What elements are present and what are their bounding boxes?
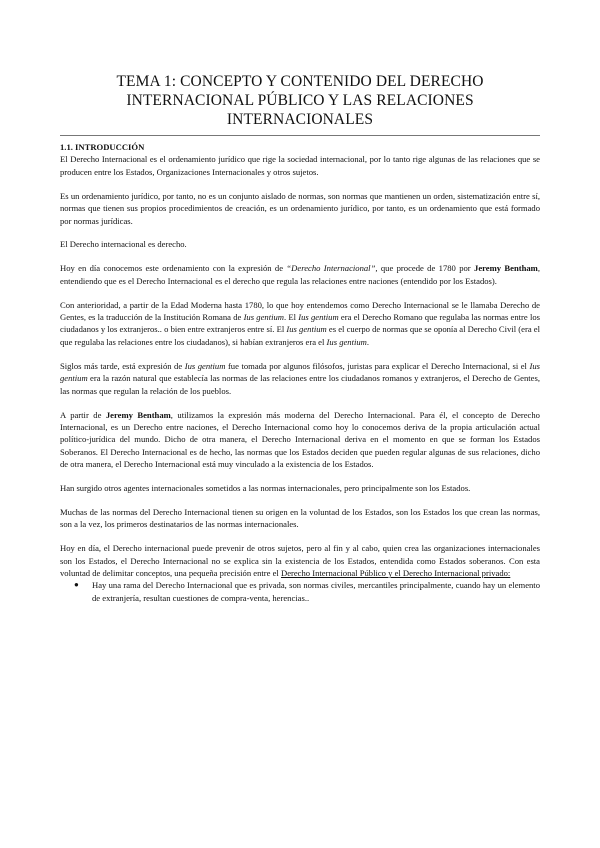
p4-text-c: , entendiendo que es el Derecho Internacional es el derecho que regula las relaciones entre naciones (entendido por los Estados). xyxy=(60,263,540,286)
p4-quote: “Derecho Internacional” xyxy=(286,263,376,274)
paragraph-1: El Derecho Internacional es el ordenamiento jurídico que rige la sociedad internacional, por lo tanto rige algunas de las relaciones que se producen entre los Estados, Organizaciones Internacionales y otros sujetos. xyxy=(60,154,540,177)
document-title xyxy=(60,72,540,129)
paragraph-5 xyxy=(60,299,540,349)
p10-underline-private: y el Derecho Internacional privado: xyxy=(388,568,511,579)
p5-ius-1: Ius gentium xyxy=(243,312,284,323)
p6-text-b: fue tomada por algunos filósofos, juristas para explicar el Derecho Internacional, si el xyxy=(225,360,530,371)
paragraph-6 xyxy=(60,360,540,397)
bullet-text: Hay una rama del Derecho Internacional que es privada, son normas civiles, mercantiles principalmente, cuando hay un elemento de extranjería, resultan cuestiones de compra-venta, herencias.. xyxy=(92,580,540,603)
bullet-icon: ● xyxy=(74,580,79,590)
section-heading: 1.1. INTRODUCCIÓN xyxy=(60,142,145,152)
paragraph-7 xyxy=(60,409,540,471)
paragraph-2: Es un ordenamiento jurídico, por tanto, no es un conjunto aislado de normas, son normas que mantienen un orden, sistematización entre sí, normas que tienen sus propios procedimientos de creación, es un ordenamiento jurídico, por tanto, es un ordenamiento que está formado por normas jurídicas. xyxy=(60,190,540,226)
p5-ius-4: Ius gentium xyxy=(326,336,367,347)
paragraph-4 xyxy=(60,262,540,287)
p5-text-d: es el cuerpo de normas que se oponía al Derecho Civil (era el que regulaba las relaciones entre los ciudadanos), si habían extranjeros era el xyxy=(60,324,540,347)
title-line-1: TEMA 1: CONCEPTO Y CONTENIDO DEL DERECHO xyxy=(116,73,484,90)
p5-ius-2: Ius gentium xyxy=(298,312,339,323)
p7-author-name: Jeremy Bentham xyxy=(105,409,171,420)
title-divider xyxy=(60,135,540,136)
p7-text-b: , utilizamos la expresión más moderna del Derecho Internacional. Para él, el concepto de Derecho Internacional, es un Derecho entre naciones, el Derecho Internacional como hoy lo conocemos deriva de la propia articulación actual político-jurídica del mundo. Dicho de otra manera, el Derecho Internacional deriva en el momento en que se forman los Estados Soberanos. El Derecho Internacional es de hecho, las normas que los Estados deciden que pueden regular algunas de sus relaciones, dicho de otra manera, el Derecho Internacional está muy vinculado a la existencia de los Estados. xyxy=(60,409,540,470)
title-line-2: INTERNACIONAL PÚBLICO Y LAS RELACIONES xyxy=(126,92,474,109)
p5-text-a: Con anterioridad, a partir de la Edad Moderna hasta 1780, lo que hoy entendemos como Derecho Internacional se le llamaba Derecho de Gentes, es la traducción de la Institución Romana de xyxy=(60,299,540,323)
p6-text-a: Siglos más tarde, está expresión de xyxy=(60,360,185,371)
p4-text-a: Hoy en día conocemos este ordenamiento con la expresión de xyxy=(60,263,287,274)
p10-underline-public: Derecho Internacional Público xyxy=(280,568,386,579)
paragraph-9: Muchas de las normas del Derecho Internacional tienen su origen en la voluntad de los Estados, son los Estados los que crean las normas, son a la vez, los primeros destinatarios de las normas internacionales. xyxy=(60,506,540,530)
p5-text-b: . El xyxy=(284,312,299,323)
p6-text-c: era la razón natural que establecía las normas de las relaciones entre los ciudadanos romanos y extranjeros, el Derecho de Gentes, las normas que regulan la relación de los pueblos. xyxy=(60,373,540,396)
list-item xyxy=(60,579,540,604)
p6-ius-1: Ius gentium xyxy=(184,360,226,371)
paragraph-10 xyxy=(60,542,540,579)
p10-text-a: Hoy en día, el Derecho internacional puede prevenir de otros sujetos, pero al fin y al cabo, quien crea las organizaciones internacionales son los Estados, el Derecho Internacional no se explica sin la existencia de los Estados, entendida como Estados soberanos. Con esta voluntad de delimitar conceptos, una pequeña precisión entre el xyxy=(60,543,540,579)
p4-text-b: , que procede de 1780 por xyxy=(375,263,475,274)
p4-author-name: Jeremy Bentham xyxy=(474,263,538,274)
p5-ius-3: Ius gentium xyxy=(286,324,327,335)
document-body xyxy=(60,141,540,604)
bullet-list xyxy=(60,579,540,604)
paragraph-3: El Derecho internacional es derecho. xyxy=(60,239,187,250)
p5-text-c: era el Derecho Romano que regulaba las normas entre los ciudadanos y los extranjeros.. o bien entre extranjeros entre sí. El xyxy=(60,312,540,335)
paragraph-8: Han surgido otros agentes internacionales sometidos a las normas internacionales, pero principalmente son los Estados. xyxy=(60,483,471,494)
title-line-3: INTERNACIONALES xyxy=(226,111,374,128)
p7-text-a: A partir de xyxy=(60,409,106,420)
p6-ius-2: Ius gentium xyxy=(60,360,540,384)
p5-text-e: . xyxy=(366,336,370,347)
